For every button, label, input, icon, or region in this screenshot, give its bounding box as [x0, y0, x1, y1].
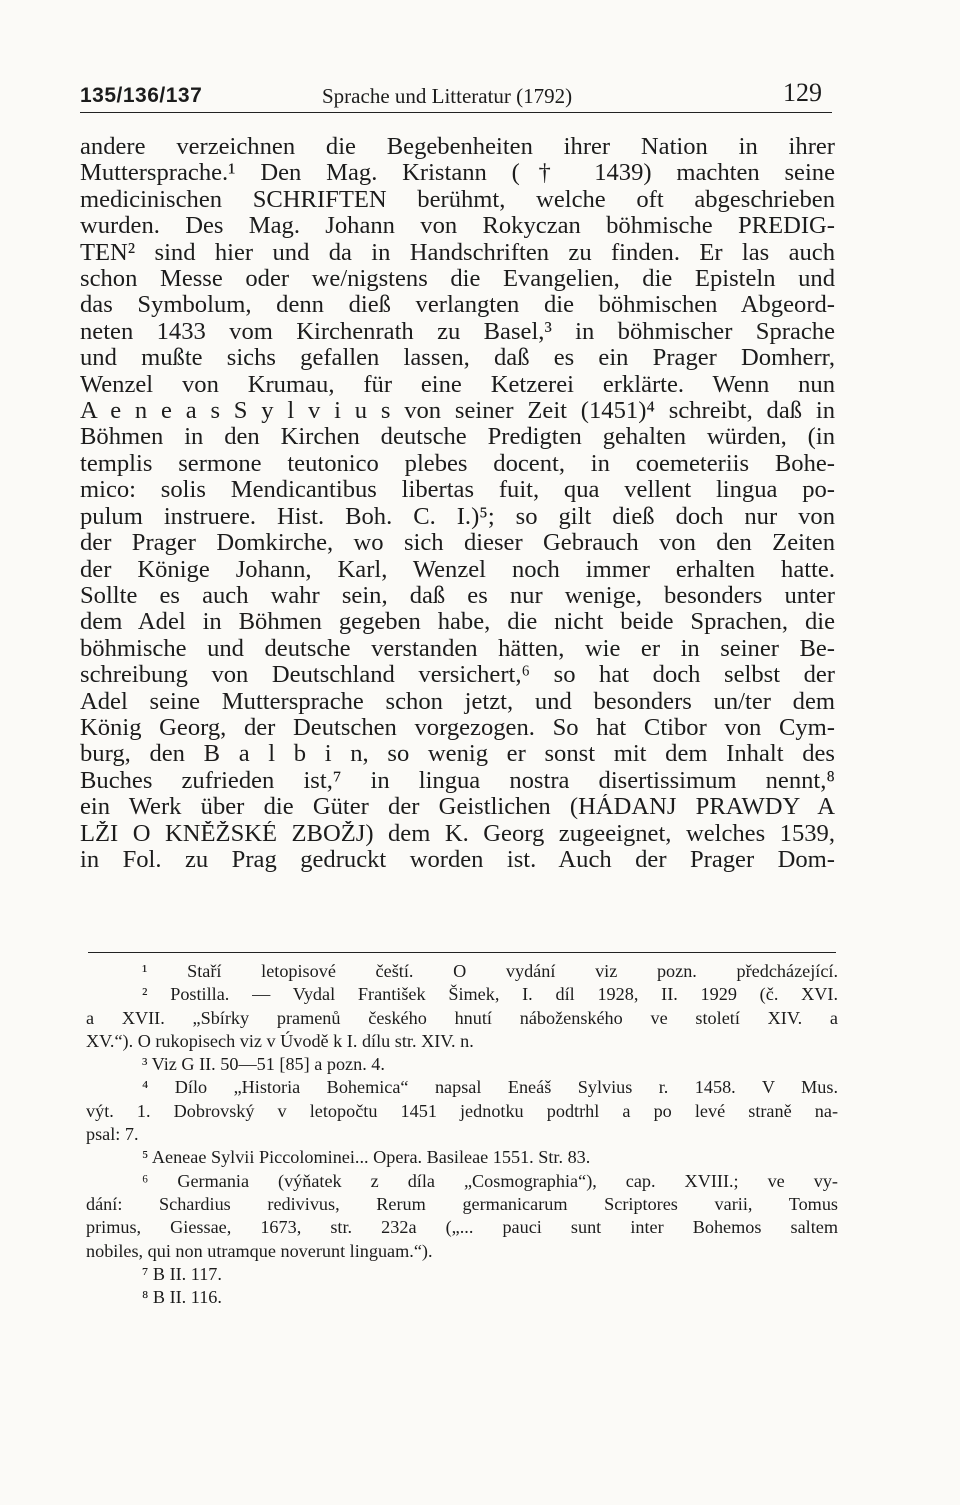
page-number: 129 — [783, 78, 822, 107]
text-line: templis sermone teutonico plebes docent, in coemeteriis Bohe- — [80, 450, 835, 477]
text-line: andere verzeichnen die Begebenheiten ihrer Nation in ihrer — [80, 134, 835, 160]
footnote-line: ⁵ Aeneae Sylvii Piccolominei... Opera. Basileae 1551. Str. 83. — [142, 1147, 591, 1168]
footnote-line: ⁸ B II. 116. — [142, 1287, 222, 1308]
text-line: mico: solis Mendicantibus libertas fuit, qua vellent lingua po- — [80, 477, 835, 504]
text-line: schon Messe oder we/nigstens die Evangelien, die Episteln und — [80, 266, 835, 293]
text-line: Adel seine Muttersprache schon jetzt, und besonders un/ter dem — [80, 688, 835, 715]
text-line: burg, den B a l b i n, so wenig er sonst mit dem Inhalt des — [80, 741, 835, 768]
text-line: in Fol. zu Prag gedruckt worden ist. Auch der Prager Dom- — [80, 846, 835, 873]
footnotes — [86, 960, 838, 1309]
text-line: der Prager Domkirche, wo sich dieser Gebrauch von den Zeiten — [80, 530, 835, 557]
text-line: LŽI O KNĚŽSKÉ ZBOŽJ) dem K. Georg zugeeignet, welches 1539, — [80, 820, 835, 847]
text-line: Böhmen in den Kirchen deutsche Predigten gehalten würden, (in — [80, 424, 835, 451]
text-line: neten 1433 vom Kirchenrath zu Basel,³ in böhmischer Sprache — [80, 318, 835, 345]
footnote-line: výt. 1. Dobrovský v letopočtu 1451 jednotku podtrhl a po levé straně na- — [86, 1100, 838, 1121]
footnote-line: ⁶ Germania (výňatek z díla „Cosmographia“), cap. XVIII.; ve vy- — [142, 1170, 838, 1191]
footnote-line: dání: Schardius redivivus, Rerum germanicarum Scriptores varii, Tomus — [86, 1193, 838, 1214]
footnote-line: primus, Giessae, 1673, str. 232a („... pauci sunt inter Bohemos saltem — [86, 1217, 838, 1238]
running-head: Sprache und Litteratur (1792) — [322, 84, 573, 108]
text-line: Wenzel von Krumau, für eine Ketzerei erklärte. Wenn nun — [80, 371, 835, 398]
text-line: wurden. Des Mag. Johann von Rokyczan böhmische PREDIG- — [80, 213, 835, 240]
footnote-line: a XVII. „Sbírky pramenů českého hnutí náboženského ve století XIV. a — [86, 1007, 838, 1028]
text-line: dem Adel in Böhmen gegeben habe, die nicht beide Sprachen, die — [80, 609, 835, 636]
text-line: schreibung von Deutschland versichert,⁶ so hat doch selbst der — [80, 662, 835, 689]
footnote-divider — [88, 952, 836, 953]
text-line: Buches zufrieden ist,⁷ in lingua nostra disertissimum nennt,⁸ — [80, 767, 835, 794]
main-text — [80, 134, 835, 873]
text-line: pulum instruere. Hist. Boh. C. I.)⁵; so gilt dieß doch nur von — [80, 503, 835, 530]
text-line: medicinischen SCHRIFTEN berühmt, welche oft abgeschrieben — [80, 186, 835, 213]
text-line: ein Werk über die Güter der Geistlichen (HÁDANJ PRAWDY A — [80, 794, 835, 821]
text-line: TEN² sind hier und da in Handschriften zu finden. Er las auch — [80, 239, 835, 266]
footnote-line: ³ Viz G II. 50—51 [85] a pozn. 4. — [142, 1054, 385, 1075]
footnote-line: psal: 7. — [86, 1124, 139, 1145]
text-line: der Könige Johann, Karl, Wenzel noch immer erhalten hatte. — [80, 556, 835, 583]
footnote-line: ¹ Staří letopisové čeští. O vydání viz pozn. předcházející. — [142, 961, 838, 981]
footnote-line: ⁴ Dílo „Historia Bohemica“ napsal Eneáš Sylvius r. 1458. V Mus. — [142, 1077, 838, 1098]
text-line: Muttersprache.¹ Den Mag. Kristann († 1439) machten seine — [80, 160, 835, 187]
page-range: 135/136/137 — [80, 84, 203, 107]
text-line: A e n e a s S y l v i u s von seiner Zeit (1451)⁴ schreibt, daß in — [80, 398, 835, 425]
text-line: das Symbolum, denn dieß verlangten die böhmischen Abgeord- — [80, 292, 835, 319]
text-line: und mußte sichs gefallen lassen, daß es ein Prager Domherr, — [80, 345, 835, 372]
page-header — [80, 76, 832, 113]
text-line: Sollte es auch wahr sein, daß es nur wenige, besonders unter — [80, 582, 835, 609]
footnote-line: ⁷ B II. 117. — [142, 1263, 222, 1284]
footnote-line: ² Postilla. — Vydal František Šimek, I. díl 1928, II. 1929 (č. XVI. — [142, 984, 838, 1005]
footnote-line: XV.“). O rukopisech viz v Úvodě k I. dílu str. XIV. n. — [86, 1030, 474, 1051]
text-line: böhmische und deutsche verstanden hätten, wie er in seiner Be- — [80, 635, 835, 662]
text-line: König Georg, der Deutschen vorgezogen. So hat Ctibor von Cym- — [80, 714, 835, 741]
footnote-line: nobiles, qui non utramque noverunt linguam.“). — [86, 1240, 433, 1261]
